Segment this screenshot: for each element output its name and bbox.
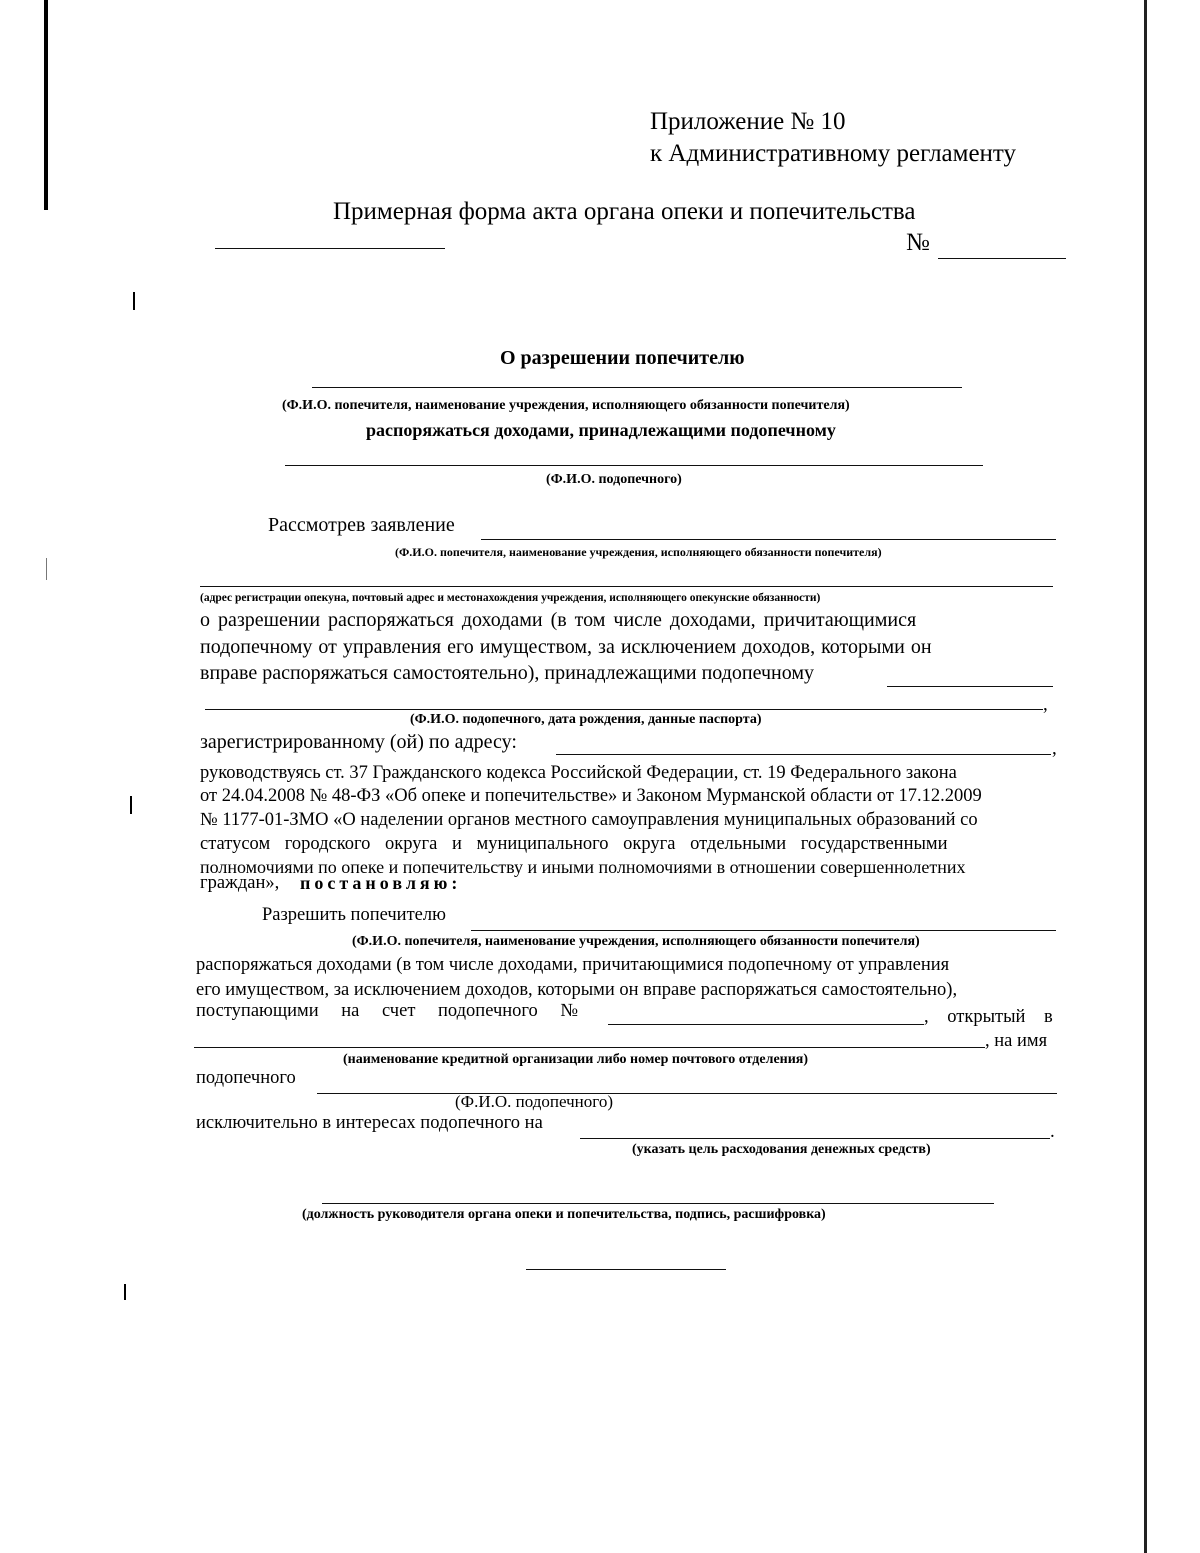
legal-basis-line: от 24.04.2008 № 48-ФЗ «Об опеке и попечительстве» и Законом Мурманской области от 17.12.2009	[200, 786, 982, 806]
legal-basis-line: руководствуясь ст. 37 Гражданского кодекса Российской Федерации, ст. 19 Федерального закона	[200, 763, 957, 783]
allowed-guardian-field[interactable]	[471, 930, 1056, 931]
bank-field[interactable]	[194, 1047, 985, 1048]
decision-ward-field[interactable]	[317, 1093, 1057, 1094]
legal-basis-line: № 1177-01-ЗМО «О наделении органов местного самоуправления муниципальных образований со	[200, 810, 978, 830]
account-label: поступающими на счет подопечного №	[196, 1001, 579, 1021]
scan-mark	[133, 292, 135, 310]
comma: ,	[1043, 694, 1048, 715]
account-number-field[interactable]	[608, 1024, 924, 1025]
comma: ,	[1052, 738, 1057, 759]
interest-label: исключительно в интересах подопечного на	[196, 1113, 543, 1133]
legal-basis-line: статусом городского округа и муниципального округа отдельными государственными	[200, 834, 948, 854]
registered-address-field[interactable]	[556, 754, 1051, 755]
act-heading: О разрешении попечителю	[500, 347, 745, 369]
allowed-guardian-caption: (Ф.И.О. попечителя, наименование учреждения, исполняющего обязанности попечителя)	[352, 934, 920, 949]
ward-details-caption: (Ф.И.О. подопечного, дата рождения, данные паспорта)	[410, 712, 762, 727]
applicant-field[interactable]	[481, 539, 1056, 540]
ward-details-field[interactable]	[205, 709, 1043, 710]
scan-mark	[46, 558, 47, 580]
name-tail: , на имя	[985, 1031, 1048, 1051]
scan-edge-right	[1144, 0, 1147, 1553]
account-tail: , открытый в	[924, 1007, 1053, 1027]
registered-label: зарегистрированному (ой) по адресу:	[200, 731, 517, 753]
period: .	[1050, 1121, 1055, 1142]
ward-name-field[interactable]	[285, 465, 983, 466]
scan-edge-left	[44, 0, 48, 210]
guardian-caption: (Ф.И.О. попечителя, наименование учреждения, исполняющего обязанности попечителя)	[282, 398, 850, 413]
guardian-name-field[interactable]	[312, 387, 962, 388]
signature-caption: (должность руководителя органа опеки и попечительства, подпись, расшифровка)	[302, 1207, 826, 1222]
act-subheading: распоряжаться доходами, принадлежащими подопечному	[366, 420, 836, 440]
purpose-caption: (указать цель расходования денежных средств)	[632, 1142, 931, 1157]
purpose-field[interactable]	[580, 1138, 1050, 1139]
bank-caption: (наименование кредитной организации либо номер почтового отделения)	[343, 1052, 809, 1067]
scan-mark	[130, 796, 132, 814]
appendix-reference: к Административному регламенту	[650, 140, 1017, 167]
ward-caption: (Ф.И.О. подопечного)	[546, 472, 682, 487]
decision-ward-caption: (Ф.И.О. подопечного)	[455, 1092, 613, 1111]
ward-field-inline[interactable]	[887, 686, 1053, 687]
signature-underline	[526, 1269, 726, 1270]
considered-label: Рассмотрев заявление	[268, 514, 455, 536]
date-field[interactable]	[215, 248, 445, 249]
decision-line: его имуществом, за исключением доходов, которыми он вправе распоряжаться самостоятельно),	[196, 980, 958, 1000]
address-field[interactable]	[200, 586, 1053, 587]
applicant-caption: (Ф.И.О. попечителя, наименование учреждения, исполняющего обязанности попечителя)	[395, 545, 882, 559]
form-title: Примерная форма акта органа опеки и попечительства	[333, 198, 916, 225]
ward-label: подопечного	[196, 1068, 296, 1088]
scan-mark	[124, 1284, 126, 1300]
number-sign: №	[906, 229, 930, 256]
appendix-label: Приложение № 10	[650, 108, 846, 135]
legal-basis-line: граждан»,	[200, 873, 280, 893]
allow-label: Разрешить попечителю	[262, 905, 446, 925]
legal-basis-line: полномочиями по опеке и попечительству и иными полномочиями в отношении совершеннолетних	[200, 857, 966, 877]
request-paragraph-line: вправе распоряжаться самостоятельно), принадлежащими подопечному	[200, 662, 815, 684]
decision-line: распоряжаться доходами (в том числе доходами, причитающимися подопечному от управления	[196, 955, 950, 975]
address-caption: (адрес регистрации опекуна, почтовый адрес и местонахождения учреждения, исполняющего опекунские обязанности)	[200, 592, 821, 604]
signature-field[interactable]	[322, 1203, 994, 1204]
number-field[interactable]	[938, 258, 1066, 259]
request-paragraph-line: подопечному от управления его имуществом, за исключением доходов, которыми он	[200, 636, 932, 658]
decree-word: постановляю:	[300, 873, 462, 893]
request-paragraph-line: о разрешении распоряжаться доходами (в том числе доходами, причитающимися	[200, 609, 917, 631]
